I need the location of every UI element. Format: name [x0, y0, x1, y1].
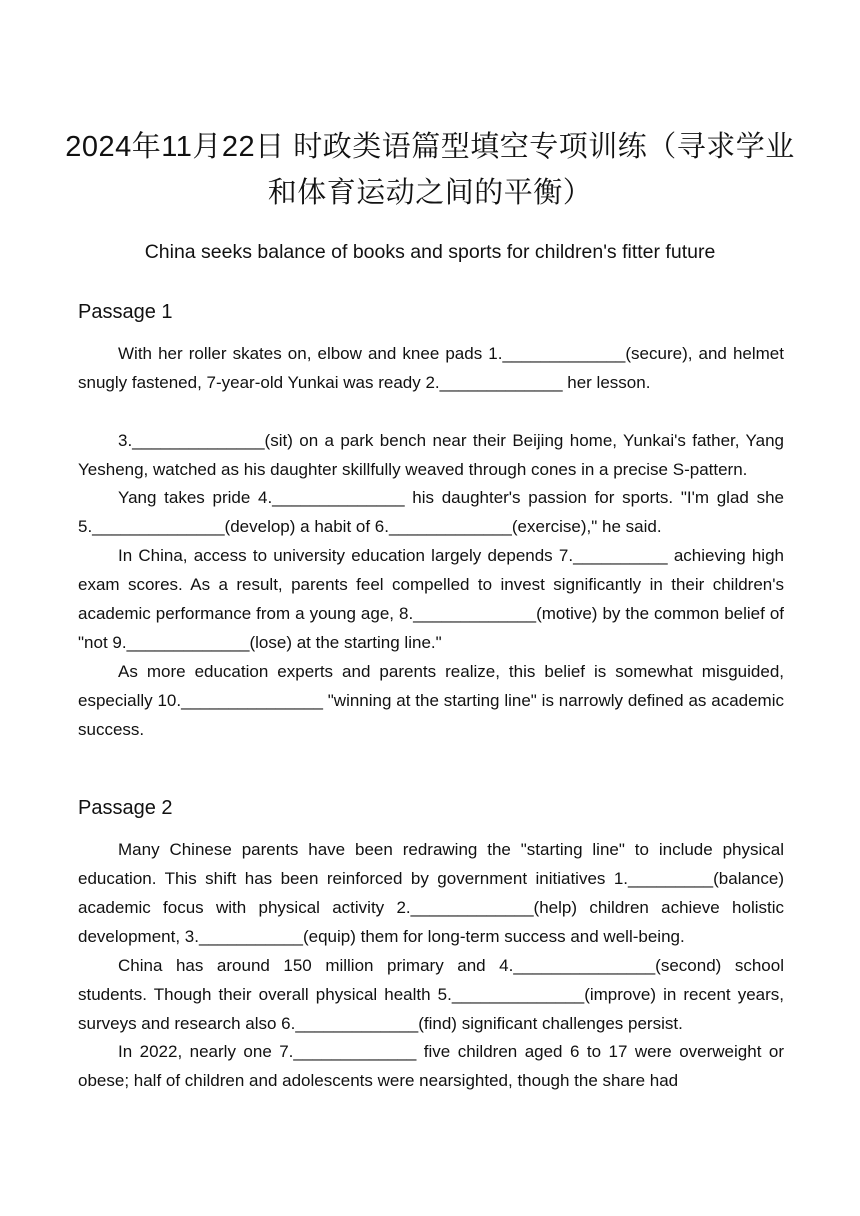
passage-1-heading: Passage 1: [78, 301, 173, 323]
passage-2-paragraph: Many Chinese parents have been redrawing the "starting line" to include physical education. This shift has been reinforced by government initiatives 1._________(balance) academic focus with physical activity 2._____________(help) children achieve holistic development, 3.___________(equip) them for long-term success and well-being.: [78, 840, 784, 946]
passage-1-paragraph: As more education experts and parents realize, this belief is somewhat misguided, especially 10._______________ "winning at the starting line" is narrowly defined as academic success.: [78, 662, 784, 739]
document-subtitle: China seeks balance of books and sports for children's fitter future: [144, 241, 716, 263]
passage-2-paragraph: China has around 150 million primary and 4._______________(second) school students. Though their overall physical health 5.______________(improve) in recent years, surveys and research also 6._____________(find) significant challenges persist.: [78, 956, 784, 1033]
passage-1-paragraph: 3.______________(sit) on a park bench near their Beijing home, Yunkai's father, Yang Yesheng, watched as his daughter skillfully weaved through cones in a precise S-pattern.: [78, 431, 784, 479]
passage-2-paragraph: In 2022, nearly one 7._____________ five children aged 6 to 17 were overweight or obese; half of children and adolescents were nearsighted, though the share had: [78, 1042, 784, 1090]
passage-1-paragraph: In China, access to university education largely depends 7.__________ achieving high exam scores. As a result, parents feel compelled to invest significantly in their children's academic performance from a young age, 8._____________(motive) by the common belief of "not 9._____________(lose) at the starting line.": [78, 546, 784, 652]
passage-1-paragraph: Yang takes pride 4.______________ his daughter's passion for sports. "I'm glad she 5.______________(develop) a habit of 6._____________(exercise)," he said.: [78, 488, 784, 536]
passage-1-paragraph: With her roller skates on, elbow and knee pads 1._____________(secure), and helmet snugly fastened, 7-year-old Yunkai was ready 2._____________ her lesson.: [78, 344, 784, 392]
passage-2-heading: Passage 2: [78, 797, 173, 819]
document-title: 2024年11月22日 时政类语篇型填空专项训练（寻求学业和体育运动之间的平衡）: [65, 131, 795, 209]
